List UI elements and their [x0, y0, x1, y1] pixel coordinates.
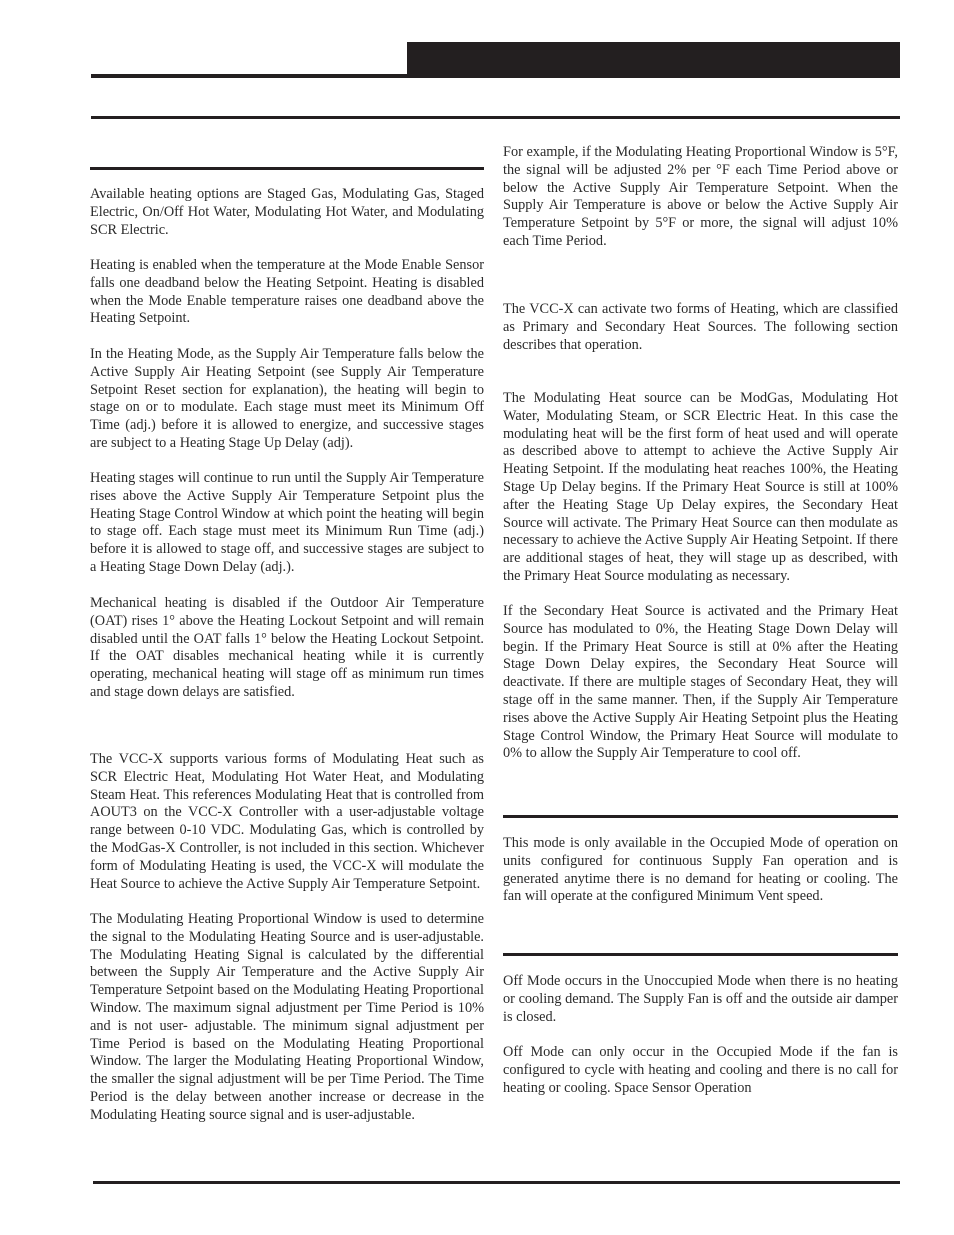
paragraph-heating-lockout: Mechanical heating is disabled if the Outdoor Air Temperature (OAT) rises 1° above the Heating Lockout Setpoint and will remain disabled until the OAT falls 1° below the Heating Lockout Setpoint. If the OAT disables mechanical heating while it is currently operating, mechanical heating will stage off as minimum run times and stage down delays are satisfied. — [90, 595, 484, 700]
paragraph-off-mode-occupied: Off Mode can only occur in the Occupied Mode if the fan is configured to cycle with heating and cooling and there is no call for heating or cooling. Space Sensor Operation — [503, 1044, 898, 1096]
paragraph-modulating-heat: The VCC-X supports various forms of Modulating Heat such as SCR Electric Heat, Modulating Hot Water Heat, and Modulating Steam Heat. This references Modulating Heat that is controlled from AOUT3 on the VCC-X Controller with a user-adjustable voltage range between 0-10 VDC. Modulating Gas, which is controlled by the ModGas-X Controller, is not included in this section. Whichever form of Modulating Heating is used, the VCC-X will modulate the Heat Source to achieve the Active Supply Air Temperature Setpoint. — [90, 751, 484, 892]
section-rule-off — [503, 953, 898, 956]
section-rule-vent — [503, 815, 898, 818]
paragraph-primary-heat: The Modulating Heat source can be ModGas, Modulating Hot Water, Modulating Steam, or SCR Electric Heat. In this case the modulating heat will be the first form of heat used and will operate as described above to attempt to achieve the Active Supply Air Heating Setpoint. If the modulating heat reaches 100%, the Heating Stage Up Delay begins. If the Primary Heat Source is still at 100% after the Heating Stage Up Delay expires, the Secondary Heat Source will activate. The Primary Heat Source can then modulate as necessary to achieve the Active Supply Air Heating Setpoint. If there are additional stages of heat, they will stage up as described, with the Primary Heat Source modulating as necessary. — [503, 390, 898, 584]
paragraph-example: For example, if the Modulating Heating Proportional Window is 5°F, the signal will be adjusted 2% per °F each Time Period above or below the Active Supply Air Temperature Setpoint. When the Supply Air Temperature is above or below the Active Supply Air Temperature Setpoint by 5°F or more, the signal will adjust 10% each Time Period. — [503, 144, 898, 249]
paragraph-heat-sources: The VCC-X can activate two forms of Heating, which are classified as Primary and Secondary Heat Sources. The following section describes that operation. — [503, 301, 898, 353]
top-rule — [91, 116, 900, 119]
header-rule — [91, 74, 407, 78]
bottom-rule — [93, 1181, 900, 1184]
paragraph-off-mode-unoccupied: Off Mode occurs in the Unoccupied Mode when there is no heating or cooling demand. The Supply Fan is off and the outside air damper is closed. — [503, 973, 898, 1025]
paragraph-vent-mode: This mode is only available in the Occupied Mode of operation on units configured for continuous Supply Fan operation and is generated anytime there is no demand for heating or cooling. The fan will operate at the configured Minimum Vent speed. — [503, 835, 898, 905]
paragraph-secondary-heat: If the Secondary Heat Source is activated and the Primary Heat Source has modulated to 0%, the Heating Stage Down Delay will begin. If the Primary Heat Source is still at 0% after the Heating Stage Down Delay expires, the Secondary Heat Source will deactivate. If there are multiple stages of Secondary Heat, they will stage off in the same manner. Then, if the Supply Air Temperature rises above the Active Supply Air Heating Setpoint plus the Heating Stage Control Window, the Primary Heat Source will modulate to 0% to allow the Supply Air Temperature to cool off. — [503, 603, 898, 762]
paragraph-heating-stages: Heating stages will continue to run until the Supply Air Temperature rises above the Active Supply Air Temperature Setpoint plus the Heating Stage Control Window at which point the heating will begin to stage off. Each stage must meet its Minimum Run Time (adj.) before it is allowed to stage off, and successive stages are subject to a Heating Stage Down Delay (adj.). — [90, 470, 484, 575]
header-bar — [407, 42, 900, 78]
section-rule-heating — [90, 167, 484, 170]
paragraph-proportional-window: The Modulating Heating Proportional Window is used to determine the signal to the Modulating Heating Source and is user-adjustable. The Modulating Heating Signal is calculated by the differential between the Supply Air Temperature and the Active Supply Air Temperature Setpoint based on the Modulating Heating Proportional Window. The maximum signal adjustment per Time Period is 10% and is not user- adjustable. The minimum signal adjustment per Time Period is based on the Modulating Heating Proportional Window. The larger the Modulating Heating Proportional Window, the smaller the signal adjustment will be per Time Period. The Time Period is the delay between another increase or decrease in the Modulating Heating source signal and is user-adjustable. — [90, 911, 484, 1123]
paragraph-heating-options: Available heating options are Staged Gas, Modulating Gas, Staged Electric, On/Off Hot Water, Modulating Hot Water, and Modulating SCR Electric. — [90, 186, 484, 238]
paragraph-heating-mode: In the Heating Mode, as the Supply Air Temperature falls below the Active Supply Air Heating Setpoint (see Supply Air Temperature Setpoint Reset section for explanation), the heating will begin to stage on or to modulate. Each stage must meet its Minimum Off Time (adj.) before it is allowed to energize, and successive stages are subject to a Heating Stage Up Delay (adj). — [90, 346, 484, 451]
paragraph-heating-enable: Heating is enabled when the temperature at the Mode Enable Sensor falls one deadband below the Heating Setpoint. Heating is disabled when the Mode Enable temperature raises one deadband above the Heating Setpoint. — [90, 257, 484, 327]
